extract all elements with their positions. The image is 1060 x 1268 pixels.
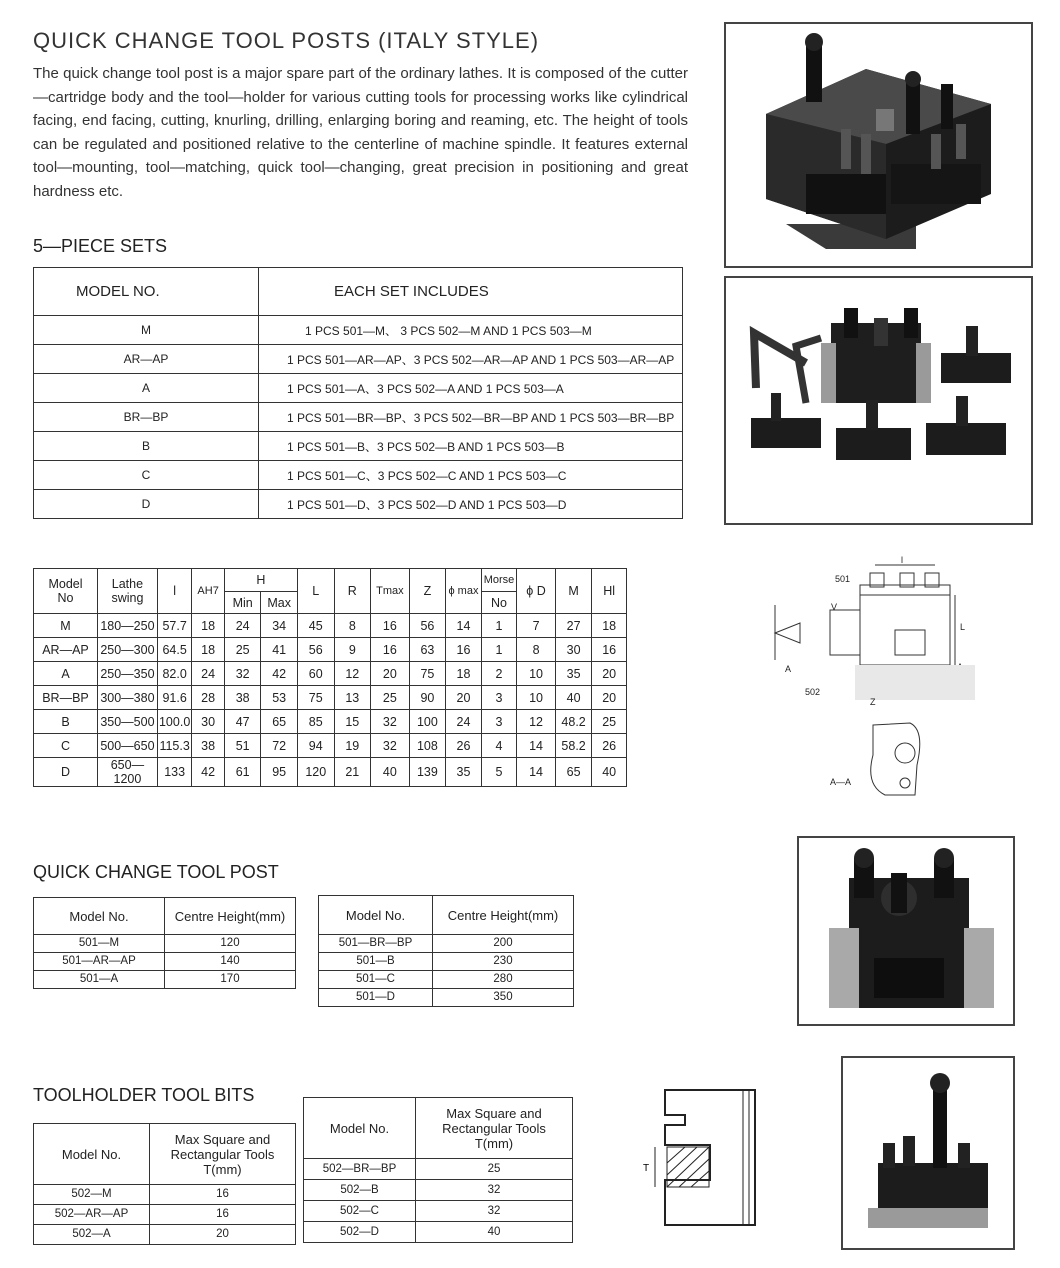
spec-row [34,758,627,787]
spec-cell: 56 [409,614,446,638]
spec-cell: 20 [371,662,410,686]
qctp-left-body [34,935,296,989]
spec-cell: 40 [592,758,627,787]
spec-cell: 26 [592,734,627,758]
model-cell: 502—M [34,1185,150,1205]
spec-cell: 27 [555,614,592,638]
spec-cell: 41 [261,638,298,662]
spec-cell: 100 [409,710,446,734]
spec-cell: 90 [409,686,446,710]
spec-cell: 1 [481,638,517,662]
spec-cell: A [34,662,98,686]
spec-cell: 25 [592,710,627,734]
hdr-phi-max: ϕ max [446,569,482,614]
technical-drawing [765,555,1010,800]
photo-toolholder [841,1056,1015,1250]
spec-cell: 30 [192,710,224,734]
spec-cell: AR—AP [34,638,98,662]
spec-cell: 65 [555,758,592,787]
bits-table-left [33,1123,296,1245]
spec-cell: 4 [481,734,517,758]
spec-cell: 5 [481,758,517,787]
spec-cell: 25 [224,638,261,662]
spec-row [34,686,627,710]
set-includes: 1 PCS 501—AR—AP、3 PCS 502—AR—AP AND 1 PCS 503—AR—AP [259,345,683,374]
spec-cell: 2 [481,662,517,686]
spec-cell: 18 [446,662,482,686]
qctp-row [34,953,296,971]
spec-cell: 48.2 [555,710,592,734]
spec-cell: 350—500 [97,710,157,734]
model-cell: 501—A [34,971,165,989]
value-cell: 16 [150,1205,296,1225]
spec-cell: 139 [409,758,446,787]
photo-tool-post-assembled [724,22,1033,268]
spec-cell: M [34,614,98,638]
spec-cell: 14 [517,758,556,787]
spec-cell: 75 [297,686,334,710]
bits-row [304,1180,573,1201]
qctp-row [319,953,574,971]
spec-cell: 72 [261,734,298,758]
label-section-AA: A—A [830,777,852,787]
spec-row [34,662,627,686]
photo-tool-post-single [797,836,1015,1026]
intro-paragraph: The quick change tool post is a major spare part of the ordinary lathes. It is composed of the cutter—cartridge body and the tool—holder for various cutting tools for processing works like cylindrical facing, end facing, cutting, knurling, drilling, enlarging boring and reaming, etc. The height of tools can be regulated and positioned relative to the centerline of machine spindle. It features external tool—mounting, tool—matching, quick tool—changing, great precision in positioning and great hardness etc. [33,65,688,200]
hdr-h-max: Max [261,592,298,614]
spec-cell: 115.3 [157,734,192,758]
spec-cell: 18 [192,638,224,662]
qctp-row [319,989,574,1007]
spec-cell: 10 [517,662,556,686]
value-cell: 120 [165,935,296,953]
spec-cell: 47 [224,710,261,734]
set-row [34,316,683,345]
hdr-model: Model No [34,569,98,614]
spec-cell: 3 [481,686,517,710]
hdr-m: M [555,569,592,614]
spec-cell: 56 [297,638,334,662]
spec-cell: 300—380 [97,686,157,710]
spec-cell: 85 [297,710,334,734]
set-model: A [34,374,259,403]
bits-heading: TOOLHOLDER TOOL BITS [33,1085,255,1105]
bits-right-col-model: Model No. [304,1098,416,1159]
value-cell: 280 [433,971,574,989]
model-cell: 501—AR—AP [34,953,165,971]
set-model: D [34,490,259,519]
qctp-row [319,935,574,953]
spec-table [33,568,627,787]
label-A-left: A [785,664,792,674]
spec-cell: 32 [371,734,410,758]
five-piece-table [33,267,683,519]
spec-cell: 650—1200 [97,758,157,787]
hdr-h1: Hl [592,569,627,614]
spec-cell: 35 [555,662,592,686]
spec-cell: 21 [334,758,371,787]
spec-cell: 14 [446,614,482,638]
spec-cell: 57.7 [157,614,192,638]
set-includes: 1 PCS 501—A、3 PCS 502—A AND 1 PCS 503—A [259,374,683,403]
spec-cell: 40 [371,758,410,787]
qctp-table-right [318,895,574,1007]
qctp-left-col-model: Model No. [34,898,165,935]
hdr-morse-no: No [481,592,517,614]
dim-T-label: T [643,1163,650,1174]
hdr-ah7: AH7 [192,569,224,614]
page-title: QUICK CHANGE TOOL POSTS (ITALY STYLE) [33,28,540,53]
spec-cell: 38 [192,734,224,758]
value-cell: 170 [165,971,296,989]
spec-cell: 3 [481,710,517,734]
spec-cell: 20 [592,662,627,686]
spec-row [34,710,627,734]
spec-cell: 9 [334,638,371,662]
dim-l-label: l [901,555,903,565]
value-cell: 40 [416,1222,573,1243]
qctp-row [319,971,574,989]
hdr-z: Z [409,569,446,614]
set-model: C [34,461,259,490]
spec-cell: 53 [261,686,298,710]
toolholder-section-drawing [635,1085,770,1230]
spec-cell: 500—650 [97,734,157,758]
spec-cell: C [34,734,98,758]
spec-cell: 18 [192,614,224,638]
spec-cell: 61 [224,758,261,787]
label-501: 501 [835,574,851,584]
label-V: V [831,602,838,612]
hdr-L: L [297,569,334,614]
spec-cell: 42 [261,662,298,686]
spec-cell: 51 [224,734,261,758]
spec-cell: 65 [261,710,298,734]
set-model: M [34,316,259,345]
spec-cell: 12 [334,662,371,686]
model-cell: 501—C [319,971,433,989]
spec-cell: 95 [261,758,298,787]
spec-cell: 60 [297,662,334,686]
bits-left-body [34,1185,296,1245]
spec-cell: 25 [371,686,410,710]
spec-cell: 250—350 [97,662,157,686]
spec-cell: 24 [224,614,261,638]
spec-body [34,614,627,787]
spec-cell: 16 [371,638,410,662]
bits-left-col-model: Model No. [34,1124,150,1185]
spec-cell: 133 [157,758,192,787]
spec-cell: 64.5 [157,638,192,662]
value-cell: 200 [433,935,574,953]
spec-cell: 20 [446,686,482,710]
hdr-R: R [334,569,371,614]
col-each-set: EACH SET INCLUDES [259,268,683,316]
spec-cell: 32 [224,662,261,686]
spec-cell: 42 [192,758,224,787]
spec-cell: 75 [409,662,446,686]
set-row [34,403,683,432]
spec-cell: 40 [555,686,592,710]
model-cell: 502—BR—BP [304,1159,416,1180]
set-includes: 1 PCS 501—C、3 PCS 502—C AND 1 PCS 503—C [259,461,683,490]
hdr-tmax: Tmax [371,569,410,614]
spec-cell: 32 [371,710,410,734]
value-cell: 20 [150,1225,296,1245]
bits-left-col-max: Max Square and Rectangular Tools T(mm) [150,1124,296,1185]
dim-L-label: L [960,622,966,632]
value-cell: 16 [150,1185,296,1205]
spec-cell: 12 [517,710,556,734]
bits-table-right [303,1097,573,1243]
set-row [34,374,683,403]
set-includes: 1 PCS 501—D、3 PCS 502—D AND 1 PCS 503—D [259,490,683,519]
qctp-right-body [319,935,574,1007]
bits-row [34,1225,296,1245]
model-cell: 501—M [34,935,165,953]
value-cell: 32 [416,1201,573,1222]
set-includes: 1 PCS 501—B、3 PCS 502—B AND 1 PCS 503—B [259,432,683,461]
spec-row [34,614,627,638]
value-cell: 140 [165,953,296,971]
spec-row [34,638,627,662]
set-model: B [34,432,259,461]
model-cell: 502—AR—AP [34,1205,150,1225]
spec-cell: 20 [592,686,627,710]
model-cell: 501—D [319,989,433,1007]
five-piece-heading: 5—PIECE SETS [33,236,168,256]
spec-cell: 8 [517,638,556,662]
qctp-right-col-centre: Centre Height(mm) [433,896,574,935]
qctp-left-col-centre: Centre Height(mm) [165,898,296,935]
hdr-l: l [157,569,192,614]
spec-cell: B [34,710,98,734]
model-cell: 502—C [304,1201,416,1222]
spec-cell: 94 [297,734,334,758]
set-row [34,432,683,461]
spec-cell: BR—BP [34,686,98,710]
model-cell: 501—BR—BP [319,935,433,953]
spec-cell: 100.0 [157,710,192,734]
spec-cell: 18 [592,614,627,638]
value-cell: 32 [416,1180,573,1201]
label-Z: Z [870,697,876,707]
spec-row [34,734,627,758]
spec-cell: 1 [481,614,517,638]
model-cell: 502—D [304,1222,416,1243]
col-model-no: MODEL NO. [34,268,259,316]
value-cell: 230 [433,953,574,971]
spec-cell: 28 [192,686,224,710]
hdr-phi-d: ϕ D [517,569,556,614]
spec-cell: 180—250 [97,614,157,638]
bits-row [34,1205,296,1225]
spec-cell: 14 [517,734,556,758]
spec-cell: 16 [371,614,410,638]
set-model: BR—BP [34,403,259,432]
model-cell: 501—B [319,953,433,971]
spec-cell: 120 [297,758,334,787]
bits-row [304,1222,573,1243]
photo-five-piece-set [724,276,1033,525]
set-row [34,490,683,519]
spec-cell: 108 [409,734,446,758]
set-row [34,461,683,490]
spec-cell: 24 [192,662,224,686]
spec-cell: 24 [446,710,482,734]
set-includes: 1 PCS 501—BR—BP、3 PCS 502—BR—BP AND 1 PCS 503—BR—BP [259,403,683,432]
spec-cell: 16 [446,638,482,662]
qctp-row [34,971,296,989]
spec-cell: 82.0 [157,662,192,686]
set-model: AR—AP [34,345,259,374]
hdr-lathe-swing: Lathe swing [97,569,157,614]
hdr-h: H [224,569,297,592]
qctp-row [34,935,296,953]
spec-cell: 34 [261,614,298,638]
value-cell: 350 [433,989,574,1007]
spec-cell: 63 [409,638,446,662]
qctp-table-left [33,897,296,989]
set-includes: 1 PCS 501—M、 3 PCS 502—M AND 1 PCS 503—M [259,316,683,345]
bits-right-col-max: Max Square and Rectangular Tools T(mm) [416,1098,573,1159]
spec-cell: 13 [334,686,371,710]
spec-cell: 10 [517,686,556,710]
hdr-h-min: Min [224,592,261,614]
qctp-right-col-model: Model No. [319,896,433,935]
spec-cell: 19 [334,734,371,758]
qctp-heading: QUICK CHANGE TOOL POST [33,862,279,882]
set-row [34,345,683,374]
spec-cell: 91.6 [157,686,192,710]
spec-cell: 38 [224,686,261,710]
bits-row [304,1159,573,1180]
spec-cell: D [34,758,98,787]
spec-cell: 15 [334,710,371,734]
model-cell: 502—B [304,1180,416,1201]
spec-cell: 26 [446,734,482,758]
spec-cell: 8 [334,614,371,638]
spec-cell: 45 [297,614,334,638]
spec-cell: 58.2 [555,734,592,758]
bits-row [34,1185,296,1205]
bits-row [304,1201,573,1222]
hdr-morse: Morse [481,569,517,592]
label-502: 502 [805,687,821,697]
spec-cell: 30 [555,638,592,662]
spec-cell: 7 [517,614,556,638]
spec-cell: 35 [446,758,482,787]
spec-cell: 250—300 [97,638,157,662]
value-cell: 25 [416,1159,573,1180]
bits-right-body [304,1159,573,1243]
five-piece-body [34,316,683,519]
model-cell: 502—A [34,1225,150,1245]
spec-cell: 16 [592,638,627,662]
